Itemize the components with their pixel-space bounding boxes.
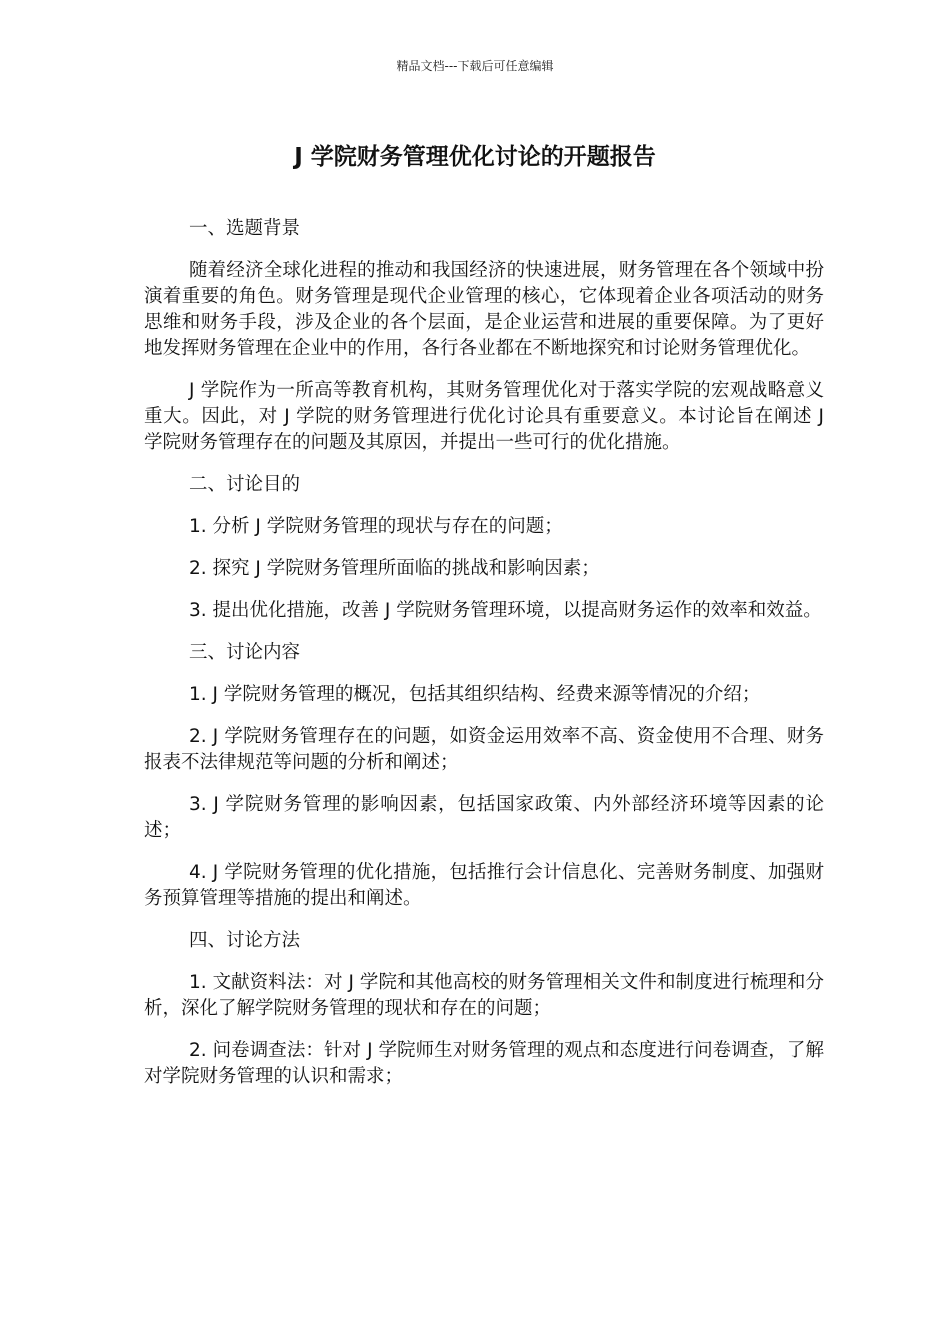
section-heading-content: 三、讨论内容 [189, 642, 301, 663]
section-heading-background: 一、选题背景 [189, 218, 301, 239]
list-item-content-1: 1. J 学院财务管理的概况，包括其组织结构、经费来源等情况的介绍； [189, 684, 761, 705]
document-body [144, 216, 824, 1106]
paragraph-background-2: J 学院作为一所高等教育机构，其财务管理优化对于落实学院的宏观战略意义重大。因此，对 J 学院的财务管理进行优化讨论具有重要意义。本讨论旨在阐述 J 学院财务管理存在的问题及其原因，并提出一些可行的优化措施。 [144, 380, 824, 453]
list-item-method-1: 1. 文献资料法：对 J 学院和其他高校的财务管理相关文件和制度进行梳理和分析，深化了解学院财务管理的现状和存在的问题； [144, 972, 824, 1019]
list-item-purpose-2: 2. 探究 J 学院财务管理所面临的挑战和影响因素； [189, 558, 600, 579]
list-item-purpose-3: 3. 提出优化措施，改善 J 学院财务管理环境，以提高财务运作的效率和效益。 [189, 600, 822, 621]
section-heading-purpose: 二、讨论目的 [189, 474, 301, 495]
page-header: 精品文档---下载后可任意编辑 [396, 59, 554, 73]
paragraph-background-1: 随着经济全球化进程的推动和我国经济的快速进展，财务管理在各个领域中扮演着重要的角色。财务管理是现代企业管理的核心，它体现着企业各项活动的财务思维和财务手段，涉及企业的各个层面，是企业运营和进展的重要保障。为了更好地发挥财务管理在企业中的作用，各行各业都在不断地探究和讨论财务管理优化。 [144, 260, 824, 359]
list-item-purpose-1: 1. 分析 J 学院财务管理的现状与存在的问题； [189, 516, 563, 537]
list-item-content-4: 4. J 学院财务管理的优化措施，包括推行会计信息化、完善财务制度、加强财务预算管理等措施的提出和阐述。 [144, 862, 824, 909]
list-item-content-3: 3. J 学院财务管理的影响因素，包括国家政策、内外部经济环境等因素的论述； [144, 794, 824, 841]
document-title: J 学院财务管理优化讨论的开题报告 [294, 144, 656, 170]
list-item-method-2: 2. 问卷调查法：针对 J 学院师生对财务管理的观点和态度进行问卷调查，了解对学院财务管理的认识和需求； [144, 1040, 824, 1087]
list-item-content-2: 2. J 学院财务管理存在的问题，如资金运用效率不高、资金使用不合理、财务报表不法律规范等问题的分析和阐述； [144, 726, 824, 773]
section-heading-method: 四、讨论方法 [189, 930, 301, 951]
